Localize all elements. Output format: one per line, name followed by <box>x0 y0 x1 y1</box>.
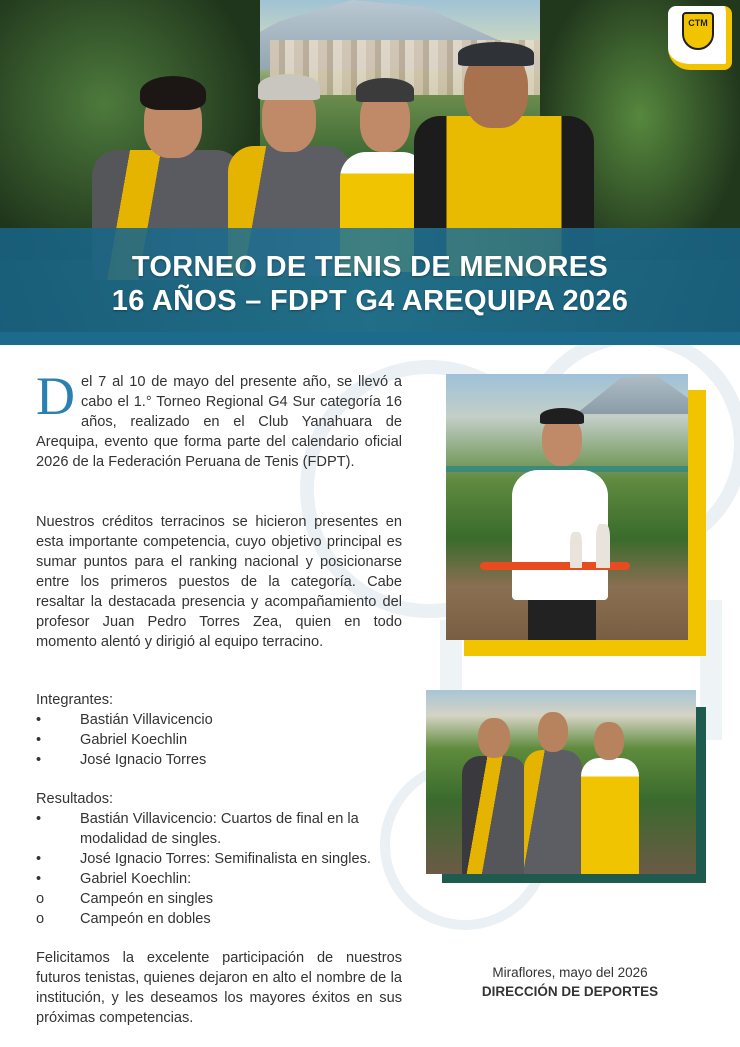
drop-cap: D <box>36 366 75 426</box>
list-item <box>36 750 402 770</box>
closing-paragraph: Felicitamos la excelente participación de nuestros futuros tenistas, quienes dejaron en alto el nombre de la institución, y les deseamos los mayores éxitos en sus próximas competencias. <box>36 950 402 1026</box>
bullet: • <box>36 752 42 768</box>
list-item <box>36 730 402 750</box>
bullet: • <box>36 811 42 827</box>
member-name: Bastián Villavicencio <box>80 712 213 728</box>
photo-player-trophy <box>446 374 688 640</box>
intro-text: el 7 al 10 de mayo del presente año, se llevó a cabo el 1.° Torneo Regional G4 Sur categoría 16 años, realizado en el Club Yanahuara de Arequipa, evento que forma parte del calendario oficial 2026 de la Federación Peruana de Tenis (FDPT). <box>36 374 402 470</box>
result-text: José Ignacio Torres: Semifinalista en singles. <box>80 851 371 867</box>
title-line-1: TORNEO DE TENIS DE MENORES <box>131 251 609 283</box>
bullet: o <box>36 891 45 907</box>
bullet: • <box>36 871 42 887</box>
results-label: Resultados: <box>36 791 114 807</box>
bullet: • <box>36 732 42 748</box>
list-item <box>36 909 402 929</box>
result-text: Campeón en dobles <box>80 911 211 927</box>
signature-place-date: Miraflores, mayo del 2026 <box>492 965 648 980</box>
club-logo <box>668 6 732 70</box>
results-list <box>36 789 402 929</box>
signature-department: DIRECCIÓN DE DEPORTES <box>481 984 659 999</box>
title-band-stripe <box>0 332 740 345</box>
list-item <box>36 809 402 849</box>
photo-team <box>426 690 696 874</box>
result-text: Gabriel Koechlin: <box>80 871 192 887</box>
intro-paragraph <box>36 366 402 472</box>
shield-icon: CTM <box>682 12 714 50</box>
list-item <box>36 889 402 909</box>
member-name: Gabriel Koechlin <box>80 732 188 748</box>
members-label: Integrantes: <box>36 692 114 708</box>
page-title <box>0 250 740 318</box>
member-name: José Ignacio Torres <box>80 752 207 768</box>
members-list <box>36 690 402 770</box>
bullet: • <box>36 851 42 867</box>
title-line-2: 16 AÑOS – FDPT G4 AREQUIPA 2026 <box>111 285 629 317</box>
list-item <box>36 849 402 869</box>
list-item <box>36 710 402 730</box>
bullet: o <box>36 911 45 927</box>
bullet: • <box>36 712 42 728</box>
hero-banner <box>0 0 740 345</box>
result-text: Bastián Villavicencio: Cuartos de final en la modalidad de singles. <box>80 811 359 847</box>
paragraph-team: Nuestros créditos terracinos se hicieron presentes en esta importante competencia, cuyo objetivo principal es sumar puntos para el ranking nacional y posicionarse entre los primeros puestos de la categoría. Cabe resaltar la destacada presencia y acompañamiento del profesor Juan Pedro Torres Zea, quien en todo momento alentó y dirigió al equipo terracino. <box>36 514 402 650</box>
result-text: Campeón en singles <box>80 891 214 907</box>
list-item <box>36 869 402 889</box>
